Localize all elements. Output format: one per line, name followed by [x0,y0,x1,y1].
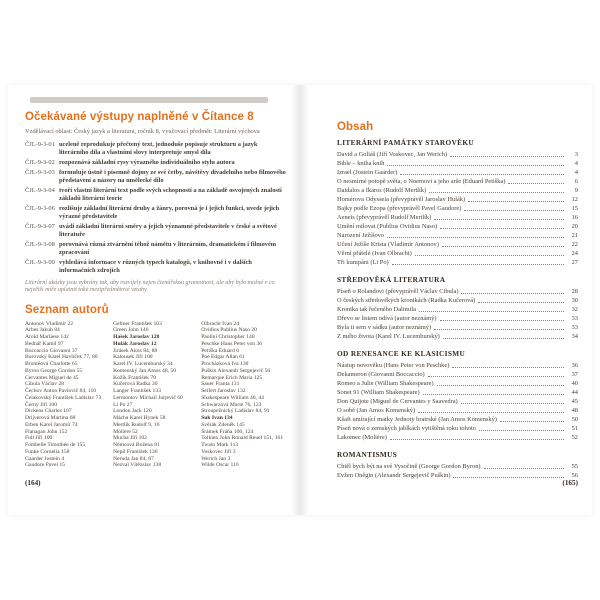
author-entry: Tolkien John Ronald Reuel 151, 161 [201,435,284,442]
author-entry: Mertlík Rudolf 9, 16 [113,421,160,428]
toc-title: Obsah [337,121,374,133]
toc-entry-page: 3 [574,151,578,158]
author-entry: Seifert Jaroslav 132 [201,388,246,395]
author-entry: Sauer Franta 131 [201,381,240,388]
toc-entry-page: 55 [571,463,578,470]
toc-entry-title: O sobě (Jan Amos Komenský) [337,407,416,414]
author-entry: Remarque Erich Maria 125 [201,374,263,381]
outcome-code: ČJL-9-3-02 [25,159,55,166]
toc-entry-page: 4 [574,169,578,176]
author-entry: Fombelle Timothée de 155 [25,442,86,449]
author-entry: Hašek Jaroslav 128 [113,334,160,341]
author-entry: Gaarder Jostein 4 [25,455,65,462]
author-column [113,321,198,470]
toc-leader-dots [390,439,564,440]
toc-entry [337,186,578,195]
outcomes-list [25,141,286,275]
author-entry: Čelakovský František Ladislav 73 [25,394,102,401]
toc-entry [337,159,578,168]
toc-entry [337,150,578,159]
toc-entry-title: Nástup novověku (Hans Peter von Peschke) [337,362,450,369]
toc-section [337,275,578,341]
author-entry: Komenský Jan Amos 48, 50 [113,367,177,374]
toc-entry [337,195,578,204]
toc-entry-page: 16 [571,214,578,221]
outcome-item [25,223,286,238]
toc-leader-dots [387,165,564,166]
header-rule [30,97,268,103]
toc-entry [337,314,578,323]
outcome-text: tvoří vlastní literární text podle svých schopností a na základě osvojených znalostí základů literární teorie [59,187,282,202]
author-entry: Boccaccio Giovanni 37 [25,347,78,354]
toc-entry-page: 36 [571,362,578,369]
toc-entry-page: 21 [571,232,578,239]
authors-list [25,321,286,470]
toc-leader-dots [484,468,564,469]
outcome-text: porovnává různá ztvárnění téhož námětu v literárním, dramatickém i filmovém zpracování [59,241,277,256]
outcome-code: ČJL-9-3-04 [25,187,55,195]
outcome-item [25,205,286,220]
toc-leader-dots [440,228,564,229]
page-right [300,85,592,515]
outcome-code: ČJL-9-3-09 [25,259,55,267]
toc-entry-page: 48 [571,407,578,414]
toc-entry-title: Kronika tak řečeného Dalimila [337,306,416,313]
authors-title: Seznam autorů [25,303,109,316]
outcomes-note: Literární ukázky jsou vybrány tak, aby rozvíjely nejen čtenářskou gramotnost, ale aby bylo možné v co největší míře uplatnit také mezipředmětové vztahy. [25,279,275,294]
toc-leader-dots [387,237,564,238]
toc-leader-dots [464,210,564,211]
toc-entry-title: Dekameron (Giovanni Boccaccio) [337,371,425,378]
author-entry: Puškin Alexandr Sergejevič 56 [201,367,271,374]
author-entry: Petiška Eduard 6 [201,347,240,354]
outcome-code: ČJL-9-3-03 [25,169,55,177]
author-entry: Karel IV. Lucemburský 34 [113,361,173,368]
author-entry: Antonov Vladimír 22 [25,320,74,327]
author-entry: Čechov Anton Pavlovič 84, 110 [25,388,97,395]
toc-entry-title: Z mého života (Karel IV. Lucemburský) [337,333,440,340]
toc-section [337,349,578,442]
toc-leader-dots [479,430,564,431]
author-entry: Ovidius Publius Naso 20 [201,327,257,334]
author-entry: Li Po 27 [113,401,133,408]
outcome-code: ČJL-9-3-01 [25,141,55,148]
toc-entry-title: David a Goliáš (Jiří Voskovec, Jan Werich) [337,151,448,158]
toc-leader-dots [478,302,564,303]
toc-entry [337,222,578,231]
toc-entry [337,296,578,305]
author-entry: Kučerová Radka 30 [113,381,158,388]
toc-entry [337,204,578,213]
author-entry: Jirásek Alois 84, 88 [113,347,158,354]
toc-entry-title: O českých středověkých kronikách (Radka Kučerová) [337,297,476,304]
author-entry: Olbracht Ivan 24 [201,320,240,327]
author-entry: Černý Jiří 100 [25,401,58,408]
toc-leader-dots [468,201,564,202]
book-spread [8,85,592,515]
toc-leader-dots [415,255,564,256]
toc-entry-page: 12 [571,196,578,203]
toc-entry [337,462,578,471]
author-entry: Fidl Jiří 100 [25,435,53,442]
toc-entry-page: 15 [571,205,578,212]
author-column [25,321,110,470]
author-entry: Paolini Christopher 148 [201,334,255,341]
author-entry: Dickens Charles 107 [25,408,72,415]
toc-entry [337,231,578,240]
author-column [201,321,286,470]
toc-entry-page: 33 [571,315,578,322]
author-entry: Peschke Hans Peter von 36 [201,340,263,347]
toc-entry-page: 51 [571,425,578,432]
author-entry: Svěrák Zdeněk 145 [201,421,245,428]
toc-entry-title: Umění milovat (Publius Ovidius Naso) [337,223,438,230]
author-entry: Kalousek Jiří 100 [113,354,153,361]
toc-leader-dots [453,477,564,478]
toc-entry [337,323,578,332]
toc-entry-title: Sonet 91 (William Shakespeare) [337,389,420,396]
toc-leader-dots [423,394,564,395]
toc-leader-dots [450,156,564,157]
toc-entry-title: Lakomec (Molière) [337,434,387,441]
toc-entry-title: Izrael (Jostein Gaarder) [337,169,398,176]
author-entry: Gaudore Pavel 15 [25,462,66,469]
author-entry: Mácha Karel Hynek 58 [113,415,166,422]
outcome-text: formuluje ústně i písemně dojmy ze své četby, návštěvy divadelního nebo filmového představení a názory na umělecké dílo [59,169,286,184]
toc-entry-title: Píseň o Rolandovi (převyprávěl Václav Cibula) [337,288,459,295]
outcomes-subtitle: Vzdělávací oblast: Český jazyk a literatura, ročník 8, vyučovací předmět: Literární výchova [25,128,260,135]
author-entry: Cibula Václav 28 [25,381,65,388]
toc-leader-dots [508,183,564,184]
author-entry: Borovský Karel Havlíček 77, 80 [25,354,98,361]
toc-entry-title: Homérova Odysseia (převyprávěl Jaroslav Hulák) [337,196,466,203]
author-entry: Shakespeare William 40, 44 [201,394,264,401]
toc-entry [337,471,578,480]
toc-entry [337,361,578,370]
toc-sections [337,138,578,480]
author-entry: Voskovec Jiří 3 [201,448,236,455]
toc-entry [337,332,578,341]
toc-entry [337,177,578,186]
author-entry: Cervantes Miguel de 45 [25,374,79,381]
toc-entry-page: 44 [571,389,578,396]
author-entry: Langer František 133 [113,388,161,395]
author-entry: Werich Jan 3 [201,455,231,462]
author-entry: Nezval Vítězslav 138 [113,462,162,469]
toc-leader-dots [461,403,564,404]
author-entry: Hulák Jaroslav 12 [113,340,157,347]
toc-leader-dots [500,421,564,422]
author-entry: Poe Edgar Allan 61 [201,354,245,361]
toc-entry-title: Kšaft umírající matky Jednoty bratrské (Jan Amos Komenský) [337,416,497,423]
author-entry: Twain Mark 113 [201,442,239,449]
author-entry: Molière 52 [113,428,138,435]
toc-leader-dots [419,311,564,312]
toc-entry-page: 34 [571,333,578,340]
toc-entry-page: 6 [574,178,578,185]
toc-entry-page: 30 [571,297,578,304]
toc-entry-page: 24 [571,250,578,257]
toc-entry-page: 40 [571,380,578,387]
toc-entry-title: Tři kumpáni (Li Po) [337,259,389,266]
toc-entry-title: Chtěl bych být na své Vysočině (George Gordon Byron) [337,463,481,470]
author-entry: Byron George Gordon 55 [25,367,83,374]
author-entry: Němcová Božena 81 [113,442,160,449]
toc-entry [337,433,578,442]
toc-leader-dots [434,219,564,220]
toc-entry [337,379,578,388]
toc-entry-title: Daidalos a Ikaros (Rudolf Mertlík) [337,187,427,194]
toc-leader-dots [428,376,564,377]
author-entry: Arold Marliese 142 [25,334,69,341]
toc-entry-title: Dřevo se listem odívá (autor neznámý) [337,315,437,322]
author-entry: Bednář Kamil 97 [25,340,64,347]
toc-entry-page: 37 [571,371,578,378]
toc-entry-page: 32 [571,306,578,313]
toc-entry-page: 4 [574,160,578,167]
author-entry: Nepil František 136 [113,448,158,455]
toc-entry-title: Píseň nová o zemských jablkách vytištěná roku tohoto [337,425,476,432]
author-entry: London Jack 120 [113,408,152,415]
author-entry: Green John 146 [113,327,149,334]
toc-section [337,138,578,267]
toc-entry-page: 33 [571,324,578,331]
toc-entry-title: Bajky podle Ezopa (převyprávěl Pavel Gaudore) [337,205,462,212]
outcome-item [25,169,286,184]
toc-leader-dots [437,385,564,386]
toc-entry-page: 52 [571,434,578,441]
toc-entry-title: Aeneis (převyprávěl Rudolf Mertlík) [337,214,432,221]
toc-entry [337,258,578,267]
toc-entry [337,287,578,296]
author-entry: Suk Ivan 134 [201,415,233,422]
author-entry: Procházková Iva 130 [201,361,249,368]
toc-entry-title: Bible – kniha knih [337,160,385,167]
toc-section [337,450,578,480]
outcome-item [25,141,286,156]
page-number-left: (164) [25,479,41,487]
toc-entry-title: Don Quijote (Miguel de Cervantes y Saavedra) [337,398,458,405]
toc-entry-title: Učení Ježíše Krista (Vladimír Antonov) [337,241,439,248]
toc-entry-title: Romeo a Julie (William Shakespeare) [337,380,434,387]
toc-entry-title: Věrní přátelé (Ivan Olbracht) [337,250,412,257]
outcome-item [25,159,286,167]
outcome-item [25,187,286,202]
author-entry: Drijverová Martina 68 [25,415,76,422]
toc-entry-title: Byla ti sem v sádku (autor neznámý) [337,324,432,331]
author-entry: Gellner František 103 [113,320,162,327]
toc-entry [337,370,578,379]
toc-entry-page: 20 [571,223,578,230]
author-entry: Stroupežnický Ladislav 84, 91 [201,408,270,415]
toc-leader-dots [392,264,564,265]
toc-entry-page: 45 [571,398,578,405]
toc-entry-page: 56 [571,472,578,479]
page-left [8,85,300,515]
toc-entry-page: 50 [571,416,578,423]
toc-entry-title: Narození Ježíšovo [337,232,385,239]
toc-section-header: ROMANTISMUS [337,450,398,459]
outcome-text: rozpoznává základní rysy výrazného individuálního stylu autora [59,159,235,166]
toc-entry [337,406,578,415]
toc-entry-page: 28 [571,288,578,295]
toc-entry-title: Evžen Oněgin (Alexandr Sergejevič Puškin) [337,472,451,479]
outcome-item [25,259,286,274]
outcome-code: ČJL-9-3-06 [25,205,55,213]
toc-entry-page: 9 [574,187,578,194]
author-entry: Mucha Jiří 102 [113,435,147,442]
toc-leader-dots [461,293,564,294]
author-entry: Lermontov Michail Jurjevič 60 [113,394,183,401]
outcome-code: ČJL-9-3-08 [25,241,55,249]
toc-leader-dots [452,367,564,368]
author-entry: Arbes Jakub 84 [25,327,60,334]
toc-leader-dots [442,246,564,247]
author-entry: Erben Karel Jaromír 74 [25,421,78,428]
author-entry: Kožík František 70 [113,374,156,381]
outcomes-title: Očekávané výstupy naplněné v Čítance 8 [25,111,254,123]
author-entry: Schwarzová Marie 76, 123 [201,401,262,408]
author-entry: Flanagan John 152 [25,428,68,435]
toc-entry [337,415,578,424]
author-entry: Neruda Jan 84, 87 [113,455,154,462]
toc-entry-page: 27 [571,259,578,266]
toc-leader-dots [400,174,564,175]
toc-leader-dots [418,412,564,413]
outcome-text: vyhledává informace v různých typech katalogů, v knihovně i v dalších informačních zdrojích [59,259,252,274]
author-entry: Funke Cornelia 158 [25,448,70,455]
outcome-text: rozlišuje základní literární druhy a žánry, porovná je i jejich funkci, uvede jejich výrazné představitele [59,205,280,220]
toc-leader-dots [443,338,564,339]
outcome-item [25,241,286,256]
toc-section-header: LITERÁRNÍ PAMÁTKY STAROVĚKU [337,138,475,147]
toc-entry [337,388,578,397]
toc-entry [337,397,578,406]
toc-section-header: STŘEDOVĚKÁ LITERATURA [337,275,446,284]
toc-entry [337,305,578,314]
author-entry: Wilde Oscar 116 [201,462,239,469]
outcome-text: uvádí základní literární směry a jejich významné představitele v české a světové literatuře [59,223,277,238]
toc-entry-title: O nesmírné potopě světa, o Noemovi a jeho arše (Eduard Petiška) [337,178,506,185]
toc-section-header: OD RENESANCE KE KLASICISMU [337,349,466,358]
outcome-code: ČJL-9-3-07 [25,223,55,231]
page-number-right: (165) [562,479,578,487]
toc-entry [337,213,578,222]
toc-leader-dots [440,320,564,321]
toc-entry [337,424,578,433]
author-entry: Šrámek Fráňa 106, 124 [201,428,254,435]
toc-leader-dots [429,192,564,193]
toc-entry [337,168,578,177]
toc-entry [337,240,578,249]
outcome-text: uceleně reprodukuje přečtený text, jednoduše popisuje strukturu a jazyk literárního díla a vlastními slovy interpretuje smysl díla [59,141,258,156]
author-entry: Brontëová Charlotte 65 [25,361,78,368]
toc-entry-page: 22 [571,241,578,248]
toc-entry [337,249,578,258]
toc-leader-dots [434,329,564,330]
